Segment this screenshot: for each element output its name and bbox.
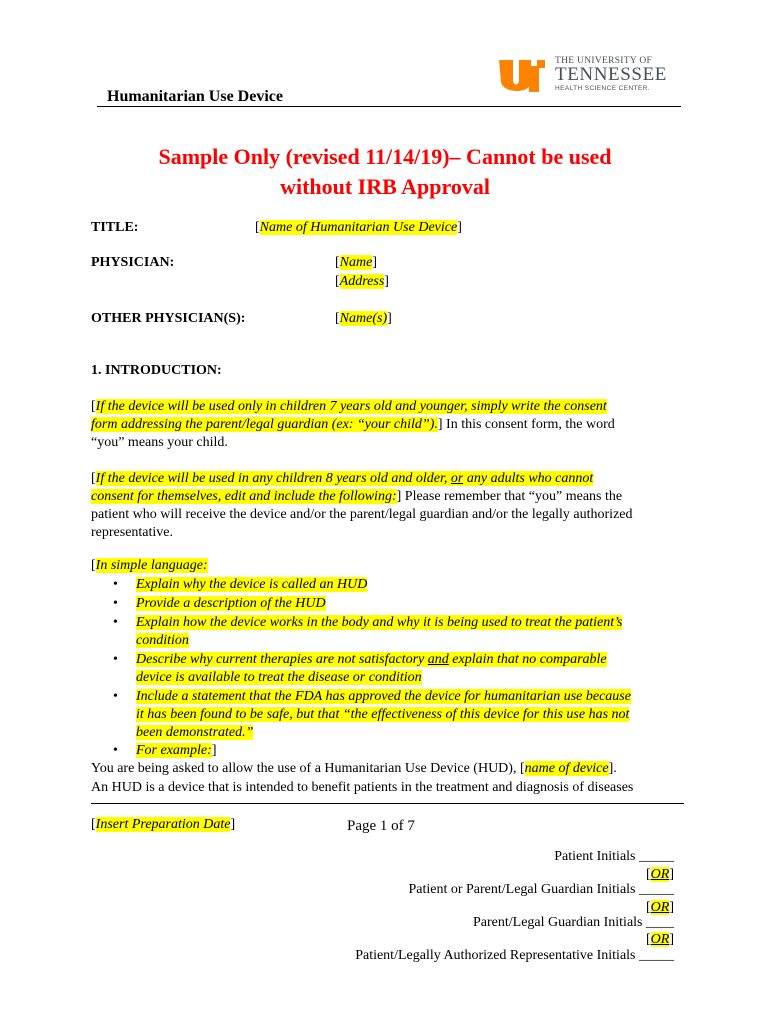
- list-item: Explain why the device is called an HUD: [136, 577, 368, 592]
- logo-line-2: TENNESSEE: [555, 64, 668, 85]
- physician-name-placeholder: Name: [339, 255, 373, 270]
- patient-initials: Patient Initials _____: [554, 849, 674, 864]
- list-item-continuation: condition: [136, 633, 189, 648]
- title-label: TITLE:: [91, 220, 139, 235]
- bullet-icon: •: [113, 652, 118, 667]
- preparation-date: [Insert Preparation Date]: [91, 817, 236, 832]
- logo-line-1: THE UNIVERSITY OF: [555, 56, 653, 66]
- physician-address: [Address]: [335, 274, 389, 289]
- list-item-continuation: it has been found to be safe, but that “the effectiveness of this device for this use has not: [136, 707, 630, 722]
- parent-guardian-initials: Parent/Legal Guardian Initials ____: [473, 915, 674, 930]
- bullet-icon: •: [113, 689, 118, 704]
- lar-initials: Patient/Legally Authorized Representative Initials _____: [355, 948, 674, 963]
- header-title: Humanitarian Use Device: [107, 88, 283, 105]
- guardian-initials: Patient or Parent/Legal Guardian Initials _____: [408, 882, 674, 897]
- intro-p1-line1: [If the device will be used only in children 7 years old and younger, simply write the consent: [91, 399, 607, 414]
- header-divider: [97, 106, 681, 107]
- intro-p4-line1: You are being asked to allow the use of a Humanitarian Use Device (HUD), [name of device].: [91, 761, 617, 776]
- intro-p1-line3: “you” means your child.: [91, 435, 228, 450]
- ut-logo-mark-icon: [497, 58, 547, 94]
- list-item: Describe why current therapies are not satisfactory and explain that no comparable: [136, 652, 607, 667]
- intro-p1-line2: form addressing the parent/legal guardian (ex: “your child”).] In this consent form, the word: [91, 417, 615, 432]
- list-item: Provide a description of the HUD: [136, 596, 326, 611]
- bullet-icon: •: [113, 577, 118, 592]
- or-separator: [OR]: [645, 867, 674, 882]
- physician-name: [Name]: [335, 255, 378, 270]
- other-physicians-label: OTHER PHYSICIAN(S):: [91, 311, 246, 326]
- intro-p2-line3: patient who will receive the device and/or the parent/legal guardian and/or the legally authorized: [91, 507, 633, 522]
- intro-p4-line2: An HUD is a device that is intended to benefit patients in the treatment and diagnosis of diseases: [91, 780, 634, 795]
- intro-p2-line2: consent for themselves, edit and include the following:] Please remember that “you” means the: [91, 489, 623, 504]
- sample-only-title: [90, 142, 680, 202]
- bullet-icon: •: [113, 743, 118, 758]
- other-physicians-value: [Name(s)]: [335, 311, 392, 326]
- intro-p2-line1: [If the device will be used in any children 8 years old and older, or any adults who cannot: [91, 471, 594, 486]
- footer-divider: [91, 803, 684, 804]
- or-separator: [OR]: [645, 932, 674, 947]
- or-separator: [OR]: [645, 900, 674, 915]
- device-name-placeholder: Name of Humanitarian Use Device: [259, 220, 458, 235]
- list-item-continuation: device is available to treat the disease or condition: [136, 670, 422, 685]
- bullet-icon: •: [113, 596, 118, 611]
- list-item: For example:]: [136, 743, 217, 758]
- device-name-placeholder: name of device: [524, 761, 609, 776]
- preparation-date-placeholder: Insert Preparation Date: [95, 817, 231, 832]
- bullet-icon: •: [113, 615, 118, 630]
- university-logo: [497, 56, 667, 96]
- list-item: Explain how the device works in the body and why it is being used to treat the patient’s: [136, 615, 623, 630]
- list-item-continuation: been demonstrated.”: [136, 725, 254, 740]
- list-item: Include a statement that the FDA has approved the device for humanitarian use because: [136, 689, 631, 704]
- physician-label: PHYSICIAN:: [91, 255, 175, 270]
- introduction-heading: 1. INTRODUCTION:: [91, 363, 222, 378]
- title-value: [Name of Humanitarian Use Device]: [255, 220, 462, 235]
- other-physicians-placeholder: Name(s): [339, 311, 388, 326]
- physician-address-placeholder: Address: [339, 274, 385, 289]
- intro-p3-heading: [In simple language:: [91, 558, 208, 573]
- title-line-2: without IRB Approval: [280, 174, 490, 199]
- logo-line-3: HEALTH SCIENCE CENTER.: [555, 85, 650, 92]
- intro-p2-line4: representative.: [91, 525, 174, 540]
- page-number: Page 1 of 7: [347, 818, 415, 834]
- title-line-1: Sample Only (revised 11/14/19)– Cannot be used: [158, 144, 612, 169]
